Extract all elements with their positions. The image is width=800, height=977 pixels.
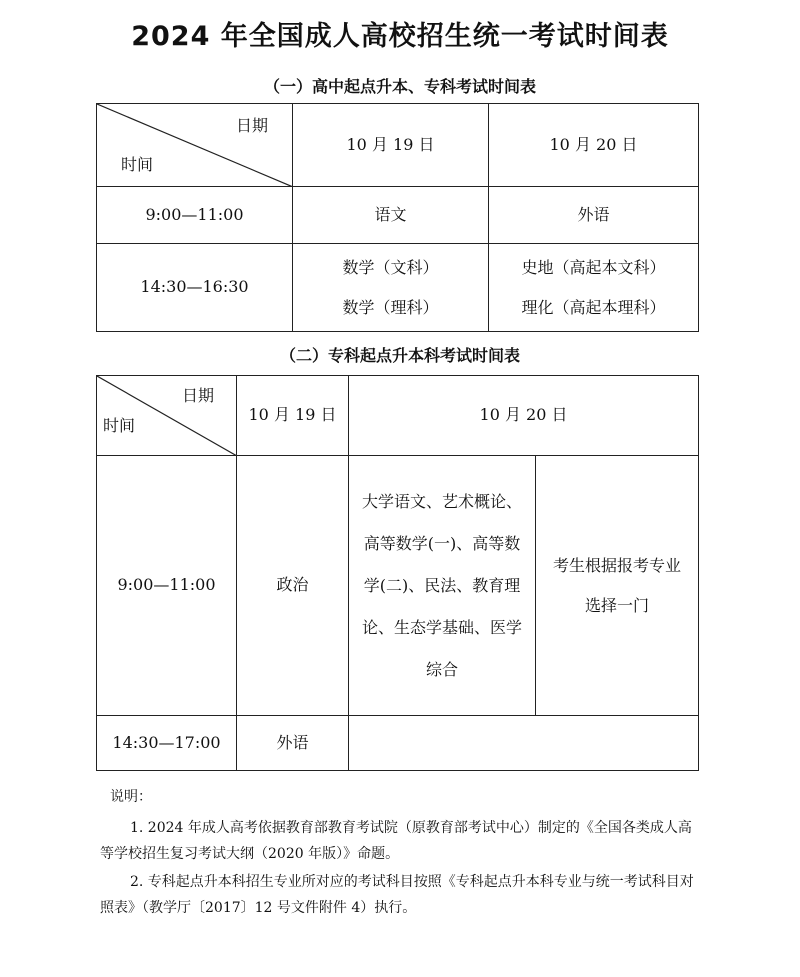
time-label: 时间 — [121, 155, 154, 175]
date-label: 日期 — [235, 116, 268, 135]
subject-cell: 外语 — [237, 716, 349, 771]
subject-cell: 外语 — [489, 187, 699, 244]
time-cell: 9:00—11:00 — [97, 456, 237, 716]
page-title: 2024 年全国成人高校招生统一考试时间表 — [131, 21, 669, 52]
time-cell: 14:30—17:00 — [97, 716, 237, 771]
subject-cell — [293, 244, 489, 332]
time-label: 时间 — [103, 416, 136, 436]
column-header-day2: 10 月 20 日 — [489, 104, 699, 187]
diagonal-header-cell — [97, 104, 293, 187]
subject-cell: 政治 — [237, 456, 349, 716]
date-label: 日期 — [181, 386, 214, 405]
note-item-2: 2. 专科起点升本科招生专业所对应的考试科目按照《专科起点升本科专业与统一考试科目对照表》（教学厅〔2017〕12 号文件附件 4）执行。 — [100, 874, 694, 916]
note-cell: 考生根据报考专业选择一门 — [536, 456, 699, 716]
section1-heading: （一）高中起点升本、专科考试时间表 — [263, 77, 536, 96]
subject-line: 理化（高起本理科） — [521, 297, 666, 317]
empty-cell — [349, 716, 699, 771]
subject-line: 数学（文科） — [342, 257, 439, 277]
column-header-day1: 10 月 19 日 — [293, 104, 489, 187]
subject-cell: 语文 — [293, 187, 489, 244]
subject-list-cell: 大学语文、艺术概论、高等数学(一)、高等数学(二)、民法、教育理论、生态学基础、医学综合 — [349, 456, 536, 716]
notes-heading: 说明： — [110, 789, 152, 805]
schedule-table-2 — [96, 375, 699, 771]
subject-line: 史地（高起本文科） — [521, 257, 666, 277]
schedule-table-1 — [96, 103, 699, 332]
subject-cell — [489, 244, 699, 332]
subject-line: 数学（理科） — [342, 297, 439, 317]
time-cell: 14:30—16:30 — [97, 244, 293, 332]
section2-heading: （二）专科起点升本科考试时间表 — [279, 346, 520, 365]
column-header-day1: 10 月 19 日 — [237, 376, 349, 456]
time-cell: 9:00—11:00 — [97, 187, 293, 244]
diagonal-header-cell — [97, 376, 237, 456]
note-item-1: 1. 2024 年成人高考依据教育部教育考试院（原教育部考试中心）制定的《全国各类成人高等学校招生复习考试大纲（2020 年版）》命题。 — [100, 820, 692, 862]
column-header-day2: 10 月 20 日 — [349, 376, 699, 456]
